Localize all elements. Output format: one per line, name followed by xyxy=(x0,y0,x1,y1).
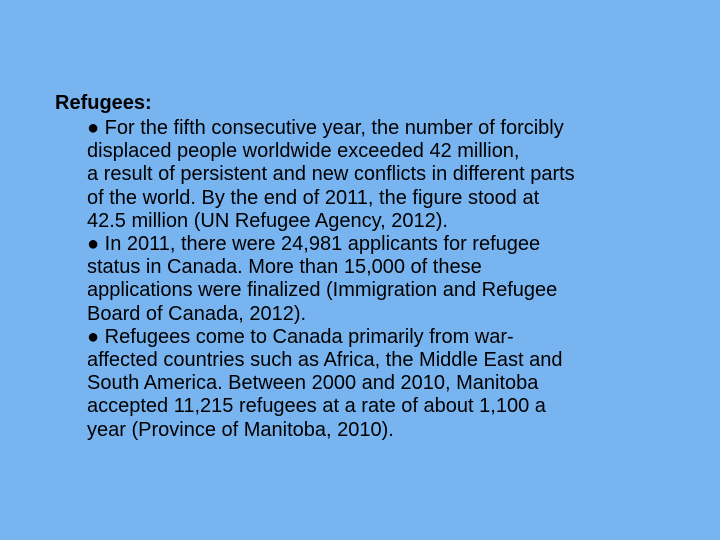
bullet-line: affected countries such as Africa, the Middle East and xyxy=(87,349,563,372)
bullet-list xyxy=(87,117,687,442)
bullet-item-canada-applicants xyxy=(87,233,687,326)
bullet-line: Board of Canada, 2012). xyxy=(87,302,307,325)
slide-heading: Refugees: xyxy=(55,92,152,114)
bullet-line: 42.5 million (UN Refugee Agency, 2012). xyxy=(87,209,448,232)
bullet-item-manitoba-refugees xyxy=(87,326,687,442)
bullet-line: ● Refugees come to Canada primarily from war- xyxy=(87,325,514,348)
bullet-line: ● In 2011, there were 24,981 applicants for refugee xyxy=(87,233,541,256)
bullet-line: South America. Between 2000 and 2010, Manitoba xyxy=(87,372,539,395)
bullet-line: year (Province of Manitoba, 2010). xyxy=(87,418,394,441)
bullet-line: status in Canada. More than 15,000 of these xyxy=(87,256,482,279)
bullet-item-global-displacement xyxy=(87,117,687,233)
bullet-line: displaced people worldwide exceeded 42 million, xyxy=(87,140,520,163)
bullet-line: ● For the fifth consecutive year, the number of forcibly xyxy=(87,117,564,139)
bullet-line: applications were finalized (Immigration and Refugee xyxy=(87,279,558,302)
bullet-line: of the world. By the end of 2011, the figure stood at xyxy=(87,186,540,209)
bullet-line: accepted 11,215 refugees at a rate of about 1,100 a xyxy=(87,395,546,418)
bullet-line: a result of persistent and new conflicts in different parts xyxy=(87,163,575,186)
